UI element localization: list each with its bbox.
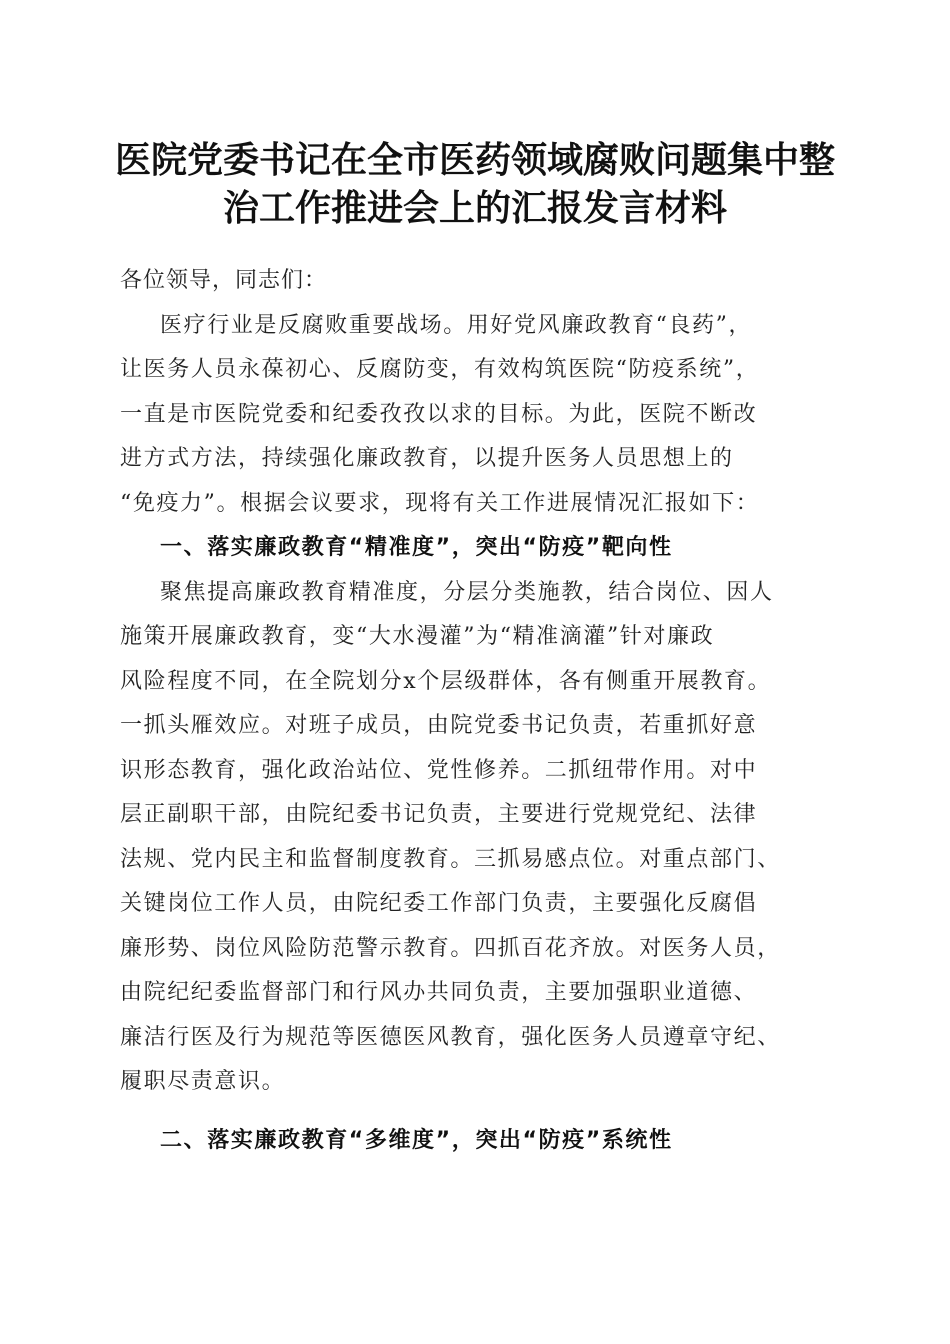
paragraph-line: 法规、党内民主和监督制度教育。三抓易感点位。对重点部门、	[120, 846, 781, 872]
paragraph-line: “免疫力”。根据会议要求，现将有关工作进展情况汇报如下：	[120, 490, 760, 516]
paragraph-line: 让医务人员永葆初心、反腐防变，有效构筑医院“防疫系统”，	[120, 357, 760, 382]
paragraph-line: 廉洁行医及行为规范等医德医风教育，强化医务人员遵章守纪、	[120, 1024, 781, 1050]
intro-paragraph	[120, 304, 850, 527]
section-1-heading: 一、落实廉政教育“精准度”，突出“防疫”靶向性	[160, 535, 673, 560]
section-1-heading-block	[120, 526, 850, 571]
paragraph-line: 聚焦提高廉政教育精准度，分层分类施教，结合岗位、因人	[160, 579, 774, 605]
salutation	[120, 259, 850, 304]
section-2-heading: 二、落实廉政教育“多维度”，突出“防疫”系统性	[160, 1127, 673, 1153]
paragraph-line: 一抓头雁效应。对班子成员，由院党委书记负责，若重抓好意	[120, 713, 758, 738]
paragraph-line: 履职尽责意识。	[120, 1069, 286, 1094]
section-1-paragraph	[120, 571, 850, 1105]
document-body	[120, 259, 850, 1163]
paragraph-line: 由院纪纪委监督部门和行风办共同负责，主要加强职业道德、	[120, 980, 758, 1005]
document-title	[100, 136, 850, 232]
paragraph-line: 风险程度不同，在全院划分x个层级群体，各有侧重开展教育。	[120, 668, 772, 694]
title-line: 医院党委书记在全市医药领域腐败问题集中整	[114, 139, 835, 181]
paragraph-line: 识形态教育，强化政治站位、党性修养。二抓纽带作用。对中	[120, 757, 758, 783]
paragraph-line: 层正副职干部，由院纪委书记负责，主要进行党规党纪、法律	[120, 802, 758, 827]
paragraph-line: 关键岗位工作人员，由院纪委工作部门负责，主要强化反腐倡	[120, 891, 758, 916]
salutation-text: 各位领导，同志们：	[120, 268, 328, 293]
title-line: 治工作推进会上的汇报发言材料	[222, 187, 727, 229]
paragraph-line: 进方式方法，持续强化廉政教育，以提升医务人员思想上的	[120, 446, 734, 471]
paragraph-line: 一直是市医院党委和纪委孜孜以求的目标。为此，医院不断改	[120, 401, 758, 427]
paragraph-line: 廉形势、岗位风险防范警示教育。四抓百花齐放。对医务人员，	[120, 935, 781, 961]
section-2-heading-block	[120, 1119, 850, 1164]
paragraph-line: 施策开展廉政教育，变“大水漫灌”为“精准滴灌”针对廉政	[120, 624, 715, 649]
paragraph-line: 医疗行业是反腐败重要战场。用好党风廉政教育“良药”，	[160, 312, 753, 338]
